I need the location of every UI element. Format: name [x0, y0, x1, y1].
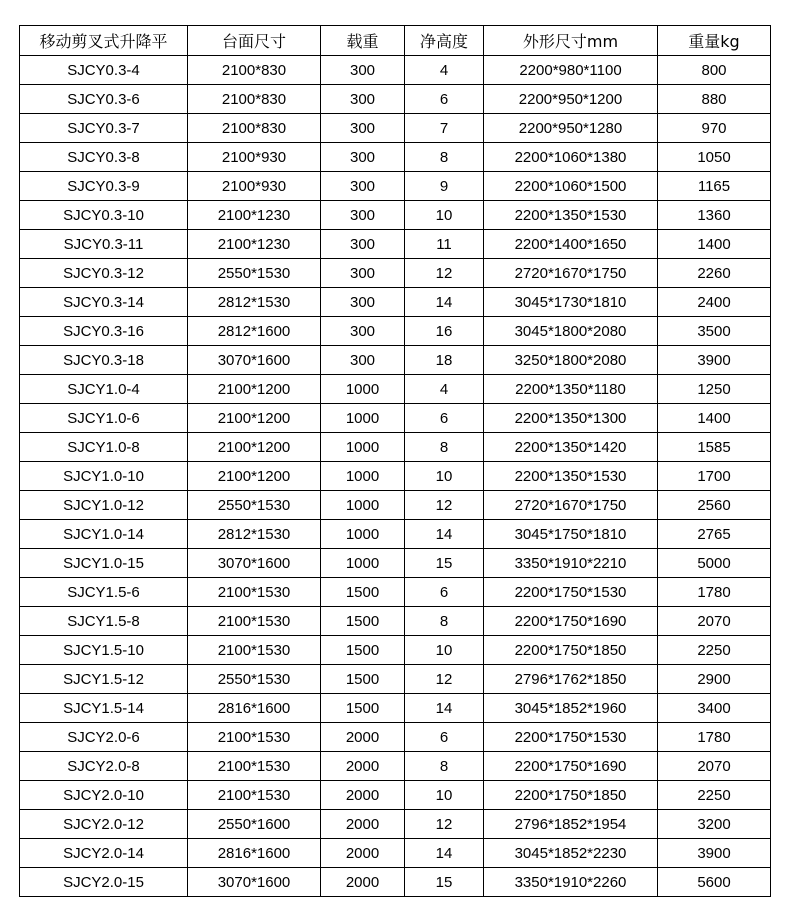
cell-platform-size: 2100*830 [188, 56, 321, 85]
header-load: 载重 [321, 26, 405, 56]
cell-lift-height: 6 [405, 404, 484, 433]
header-weight: 重量kg [658, 26, 771, 56]
cell-lift-height: 14 [405, 694, 484, 723]
cell-weight: 2250 [658, 636, 771, 665]
cell-platform-size: 3070*1600 [188, 346, 321, 375]
cell-load: 1500 [321, 636, 405, 665]
cell-weight: 3400 [658, 694, 771, 723]
cell-weight: 1700 [658, 462, 771, 491]
cell-load: 300 [321, 85, 405, 114]
cell-model: SJCY0.3-16 [20, 317, 188, 346]
cell-lift-height: 18 [405, 346, 484, 375]
header-platform-size: 台面尺寸 [188, 26, 321, 56]
table-row [20, 839, 771, 868]
cell-load: 1500 [321, 607, 405, 636]
cell-overall-dimensions: 2200*1750*1850 [484, 636, 658, 665]
table-row [20, 172, 771, 201]
cell-platform-size: 2100*830 [188, 114, 321, 143]
cell-weight: 1050 [658, 143, 771, 172]
cell-load: 300 [321, 259, 405, 288]
table-row [20, 114, 771, 143]
cell-load: 2000 [321, 723, 405, 752]
cell-lift-height: 10 [405, 201, 484, 230]
cell-overall-dimensions: 2200*950*1200 [484, 85, 658, 114]
cell-lift-height: 4 [405, 375, 484, 404]
cell-platform-size: 2100*1200 [188, 375, 321, 404]
cell-platform-size: 2100*1530 [188, 578, 321, 607]
cell-model: SJCY0.3-9 [20, 172, 188, 201]
cell-platform-size: 3070*1600 [188, 549, 321, 578]
cell-lift-height: 8 [405, 143, 484, 172]
cell-load: 2000 [321, 868, 405, 897]
table-row [20, 694, 771, 723]
cell-platform-size: 2816*1600 [188, 694, 321, 723]
cell-platform-size: 3070*1600 [188, 868, 321, 897]
header-overall-dimensions: 外形尺寸mm [484, 26, 658, 56]
cell-overall-dimensions: 2200*950*1280 [484, 114, 658, 143]
table-row [20, 259, 771, 288]
cell-weight: 1400 [658, 404, 771, 433]
cell-overall-dimensions: 2200*1750*1530 [484, 578, 658, 607]
cell-lift-height: 14 [405, 288, 484, 317]
table-row [20, 868, 771, 897]
cell-load: 300 [321, 288, 405, 317]
table-row [20, 520, 771, 549]
cell-overall-dimensions: 3045*1852*2230 [484, 839, 658, 868]
cell-lift-height: 10 [405, 781, 484, 810]
table-row [20, 665, 771, 694]
cell-weight: 880 [658, 85, 771, 114]
table-row [20, 56, 771, 85]
table-row [20, 404, 771, 433]
cell-platform-size: 2550*1530 [188, 259, 321, 288]
cell-weight: 1780 [658, 578, 771, 607]
cell-load: 1000 [321, 462, 405, 491]
cell-load: 2000 [321, 781, 405, 810]
cell-overall-dimensions: 3350*1910*2210 [484, 549, 658, 578]
cell-weight: 3900 [658, 839, 771, 868]
cell-model: SJCY1.0-14 [20, 520, 188, 549]
cell-platform-size: 2100*1200 [188, 404, 321, 433]
cell-overall-dimensions: 3350*1910*2260 [484, 868, 658, 897]
cell-weight: 1250 [658, 375, 771, 404]
cell-model: SJCY1.5-6 [20, 578, 188, 607]
cell-lift-height: 15 [405, 549, 484, 578]
cell-platform-size: 2100*1530 [188, 752, 321, 781]
cell-weight: 5000 [658, 549, 771, 578]
cell-platform-size: 2100*1200 [188, 433, 321, 462]
table-row [20, 375, 771, 404]
cell-model: SJCY1.0-8 [20, 433, 188, 462]
table-row [20, 201, 771, 230]
cell-model: SJCY1.5-8 [20, 607, 188, 636]
cell-load: 1000 [321, 520, 405, 549]
table-row [20, 549, 771, 578]
table-row [20, 85, 771, 114]
cell-lift-height: 10 [405, 462, 484, 491]
cell-model: SJCY1.0-6 [20, 404, 188, 433]
cell-load: 300 [321, 143, 405, 172]
cell-weight: 2900 [658, 665, 771, 694]
cell-weight: 800 [658, 56, 771, 85]
cell-overall-dimensions: 2200*1060*1500 [484, 172, 658, 201]
cell-model: SJCY0.3-11 [20, 230, 188, 259]
cell-overall-dimensions: 2720*1670*1750 [484, 491, 658, 520]
cell-load: 1500 [321, 694, 405, 723]
cell-model: SJCY2.0-10 [20, 781, 188, 810]
cell-platform-size: 2812*1600 [188, 317, 321, 346]
cell-overall-dimensions: 2200*1750*1690 [484, 607, 658, 636]
cell-platform-size: 2812*1530 [188, 520, 321, 549]
cell-weight: 2400 [658, 288, 771, 317]
cell-model: SJCY1.0-10 [20, 462, 188, 491]
cell-platform-size: 2812*1530 [188, 288, 321, 317]
cell-load: 300 [321, 172, 405, 201]
table-row [20, 781, 771, 810]
spec-table [19, 25, 771, 897]
cell-model: SJCY1.0-12 [20, 491, 188, 520]
cell-weight: 2560 [658, 491, 771, 520]
cell-lift-height: 6 [405, 723, 484, 752]
cell-load: 1500 [321, 665, 405, 694]
cell-load: 1000 [321, 433, 405, 462]
cell-overall-dimensions: 2200*1350*1420 [484, 433, 658, 462]
cell-overall-dimensions: 2200*1350*1300 [484, 404, 658, 433]
cell-weight: 3200 [658, 810, 771, 839]
cell-platform-size: 2550*1530 [188, 491, 321, 520]
cell-overall-dimensions: 2200*980*1100 [484, 56, 658, 85]
cell-lift-height: 6 [405, 85, 484, 114]
cell-lift-height: 16 [405, 317, 484, 346]
cell-overall-dimensions: 2200*1400*1650 [484, 230, 658, 259]
cell-platform-size: 2100*1530 [188, 781, 321, 810]
cell-overall-dimensions: 2200*1350*1180 [484, 375, 658, 404]
table-row [20, 433, 771, 462]
cell-load: 300 [321, 56, 405, 85]
cell-load: 1000 [321, 491, 405, 520]
cell-load: 1000 [321, 375, 405, 404]
cell-platform-size: 2550*1530 [188, 665, 321, 694]
header-model: 移动剪叉式升降平 [20, 26, 188, 56]
cell-platform-size: 2100*830 [188, 85, 321, 114]
cell-load: 2000 [321, 752, 405, 781]
cell-weight: 1585 [658, 433, 771, 462]
cell-model: SJCY0.3-4 [20, 56, 188, 85]
cell-model: SJCY1.0-15 [20, 549, 188, 578]
table-row [20, 810, 771, 839]
cell-model: SJCY0.3-8 [20, 143, 188, 172]
cell-load: 300 [321, 230, 405, 259]
cell-lift-height: 8 [405, 607, 484, 636]
table-row [20, 230, 771, 259]
cell-lift-height: 12 [405, 491, 484, 520]
header-lift-height: 净高度 [405, 26, 484, 56]
cell-lift-height: 6 [405, 578, 484, 607]
cell-weight: 5600 [658, 868, 771, 897]
cell-overall-dimensions: 2796*1762*1850 [484, 665, 658, 694]
cell-model: SJCY0.3-6 [20, 85, 188, 114]
cell-overall-dimensions: 2200*1350*1530 [484, 201, 658, 230]
table-body [20, 56, 771, 897]
cell-platform-size: 2100*930 [188, 172, 321, 201]
cell-overall-dimensions: 3250*1800*2080 [484, 346, 658, 375]
cell-model: SJCY2.0-15 [20, 868, 188, 897]
cell-platform-size: 2100*930 [188, 143, 321, 172]
cell-platform-size: 2100*1530 [188, 607, 321, 636]
cell-lift-height: 14 [405, 520, 484, 549]
table-row [20, 636, 771, 665]
cell-lift-height: 8 [405, 752, 484, 781]
cell-platform-size: 2100*1530 [188, 636, 321, 665]
table-row [20, 607, 771, 636]
cell-load: 300 [321, 346, 405, 375]
cell-overall-dimensions: 3045*1730*1810 [484, 288, 658, 317]
cell-lift-height: 15 [405, 868, 484, 897]
cell-platform-size: 2816*1600 [188, 839, 321, 868]
cell-lift-height: 10 [405, 636, 484, 665]
cell-lift-height: 11 [405, 230, 484, 259]
cell-overall-dimensions: 2200*1750*1690 [484, 752, 658, 781]
cell-model: SJCY2.0-14 [20, 839, 188, 868]
cell-lift-height: 7 [405, 114, 484, 143]
header-row [20, 26, 771, 56]
cell-overall-dimensions: 3045*1750*1810 [484, 520, 658, 549]
cell-weight: 2260 [658, 259, 771, 288]
table-row [20, 723, 771, 752]
cell-load: 1500 [321, 578, 405, 607]
cell-weight: 3900 [658, 346, 771, 375]
cell-platform-size: 2100*1530 [188, 723, 321, 752]
cell-overall-dimensions: 2720*1670*1750 [484, 259, 658, 288]
cell-model: SJCY0.3-12 [20, 259, 188, 288]
table-row [20, 462, 771, 491]
table-row [20, 491, 771, 520]
cell-lift-height: 8 [405, 433, 484, 462]
table-row [20, 346, 771, 375]
cell-model: SJCY0.3-10 [20, 201, 188, 230]
cell-model: SJCY0.3-14 [20, 288, 188, 317]
cell-lift-height: 4 [405, 56, 484, 85]
cell-weight: 1360 [658, 201, 771, 230]
cell-lift-height: 12 [405, 259, 484, 288]
cell-overall-dimensions: 2200*1750*1530 [484, 723, 658, 752]
cell-overall-dimensions: 2200*1750*1850 [484, 781, 658, 810]
cell-platform-size: 2100*1200 [188, 462, 321, 491]
cell-load: 300 [321, 317, 405, 346]
table-row [20, 752, 771, 781]
cell-weight: 2250 [658, 781, 771, 810]
cell-load: 300 [321, 201, 405, 230]
cell-weight: 970 [658, 114, 771, 143]
cell-weight: 2765 [658, 520, 771, 549]
cell-overall-dimensions: 2796*1852*1954 [484, 810, 658, 839]
cell-load: 1000 [321, 549, 405, 578]
cell-platform-size: 2100*1230 [188, 230, 321, 259]
cell-model: SJCY0.3-18 [20, 346, 188, 375]
cell-model: SJCY1.5-12 [20, 665, 188, 694]
cell-model: SJCY2.0-8 [20, 752, 188, 781]
cell-lift-height: 12 [405, 665, 484, 694]
table-row [20, 317, 771, 346]
cell-model: SJCY0.3-7 [20, 114, 188, 143]
cell-weight: 1400 [658, 230, 771, 259]
cell-model: SJCY1.5-10 [20, 636, 188, 665]
cell-lift-height: 12 [405, 810, 484, 839]
table-row [20, 143, 771, 172]
cell-overall-dimensions: 2200*1350*1530 [484, 462, 658, 491]
cell-load: 2000 [321, 839, 405, 868]
table-row [20, 288, 771, 317]
cell-lift-height: 14 [405, 839, 484, 868]
cell-lift-height: 9 [405, 172, 484, 201]
cell-model: SJCY1.0-4 [20, 375, 188, 404]
cell-weight: 2070 [658, 607, 771, 636]
cell-model: SJCY2.0-6 [20, 723, 188, 752]
cell-weight: 1165 [658, 172, 771, 201]
cell-load: 2000 [321, 810, 405, 839]
cell-model: SJCY2.0-12 [20, 810, 188, 839]
cell-overall-dimensions: 2200*1060*1380 [484, 143, 658, 172]
cell-weight: 1780 [658, 723, 771, 752]
cell-load: 1000 [321, 404, 405, 433]
cell-overall-dimensions: 3045*1800*2080 [484, 317, 658, 346]
table-row [20, 578, 771, 607]
cell-load: 300 [321, 114, 405, 143]
cell-weight: 2070 [658, 752, 771, 781]
cell-overall-dimensions: 3045*1852*1960 [484, 694, 658, 723]
cell-platform-size: 2550*1600 [188, 810, 321, 839]
cell-model: SJCY1.5-14 [20, 694, 188, 723]
cell-weight: 3500 [658, 317, 771, 346]
cell-platform-size: 2100*1230 [188, 201, 321, 230]
